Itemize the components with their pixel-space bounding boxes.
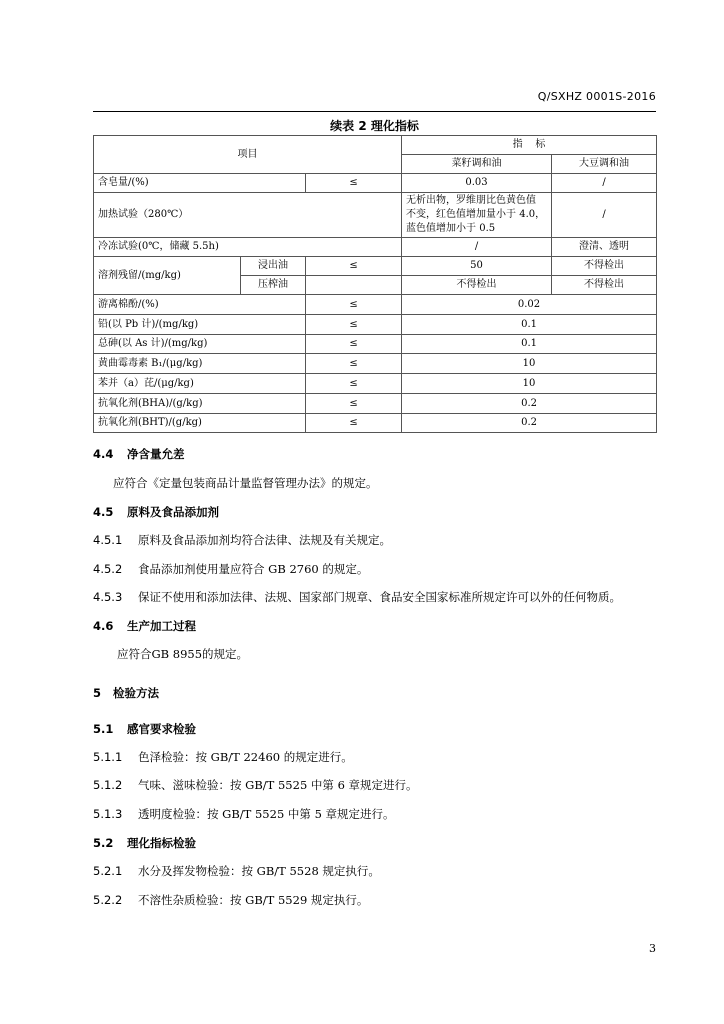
table-row — [94, 295, 657, 315]
header-item: 项目 — [94, 136, 402, 174]
section-number: 4.6 — [93, 619, 114, 633]
section-5-1-heading — [93, 721, 196, 737]
table-row — [94, 257, 657, 276]
section-text: 透明度检验：按 GB/T 5525 中第 5 章规定进行。 — [138, 807, 395, 821]
row-label: 溶剂残留/(mg/kg) — [94, 257, 241, 295]
row-value: 0.2 — [402, 394, 657, 414]
table-row — [94, 238, 657, 257]
row-operator: ≤ — [306, 257, 402, 276]
row-label: 黄曲霉毒素 B₁/(μg/kg) — [94, 354, 306, 374]
section-text: 食品添加剂使用量应符合 GB 2760 的规定。 — [138, 562, 369, 576]
row-sublabel: 压榨油 — [241, 276, 306, 295]
section-number: 5.1.2 — [93, 778, 123, 792]
row-operator: ≤ — [306, 394, 402, 414]
row-value: 10 — [402, 374, 657, 394]
row-value-2: / — [552, 174, 657, 193]
table-row — [94, 374, 657, 394]
row-operator: ≤ — [306, 354, 402, 374]
row-label: 抗氧化剂(BHA)/(g/kg) — [94, 394, 306, 414]
physicochemical-table — [93, 135, 657, 433]
note-line: 蓝色值增加小于 0.5 — [406, 223, 496, 234]
section-number: 5.2 — [93, 836, 114, 850]
table-row — [94, 394, 657, 414]
row-operator: ≤ — [306, 295, 402, 315]
section-4-6-heading — [93, 618, 196, 634]
section-title: 原料及食品添加剂 — [127, 505, 219, 519]
section-title: 感官要求检验 — [127, 722, 196, 736]
section-5-2-heading — [93, 835, 196, 851]
row-operator — [306, 276, 402, 295]
table-row — [94, 354, 657, 374]
header-indicator: 指 标 — [402, 136, 657, 155]
row-value-2: 不得检出 — [552, 276, 657, 295]
row-label: 总砷(以 As 计)/(mg/kg) — [94, 335, 306, 354]
row-value: 10 — [402, 354, 657, 374]
section-title: 检验方法 — [113, 686, 159, 700]
table-row — [94, 136, 657, 155]
row-value-1: / — [402, 238, 552, 257]
header-rule — [93, 111, 656, 112]
section-title: 生产加工过程 — [127, 619, 196, 633]
table-row — [94, 315, 657, 335]
row-value-1 — [402, 193, 552, 238]
section-4-6-text: 应符合GB 8955的规定。 — [117, 647, 249, 661]
table-row — [94, 174, 657, 193]
row-label: 冷冻试验(0℃，储藏 5.5h) — [94, 238, 402, 257]
section-4-5-1 — [93, 532, 391, 548]
section-text: 保证不使用和添加法律、法规、国家部门规章、食品安全国家标准所规定许可以外的任何物质。 — [138, 590, 621, 604]
document-code: Q/SXHZ 0001S-2016 — [537, 90, 656, 103]
section-text: 不溶性杂质检验：按 GB/T 5529 规定执行。 — [138, 893, 369, 907]
section-5-1-1 — [93, 749, 353, 765]
section-4-4-heading — [93, 446, 185, 462]
row-label: 铅(以 Pb 计)/(mg/kg) — [94, 315, 306, 335]
section-5-1-3 — [93, 806, 395, 822]
section-number: 5.2.1 — [93, 864, 123, 878]
row-value: 0.1 — [402, 315, 657, 335]
section-number: 4.5.2 — [93, 562, 123, 576]
note-line: 无析出物，罗维朋比色黄色值 — [406, 195, 537, 206]
row-label: 苯并（a）芘/(μg/kg) — [94, 374, 306, 394]
section-number: 4.5 — [93, 505, 114, 519]
row-operator: ≤ — [306, 174, 402, 193]
table-row — [94, 335, 657, 354]
section-number: 4.5.1 — [93, 533, 123, 547]
row-operator: ≤ — [306, 335, 402, 354]
row-label: 抗氧化剂(BHT)/(g/kg) — [94, 414, 306, 433]
section-5-heading — [93, 685, 159, 701]
section-4-5-heading — [93, 504, 219, 520]
section-number: 5 — [93, 686, 102, 700]
section-4-4-text: 应符合《定量包装商品计量监督管理办法》的规定。 — [113, 476, 378, 490]
section-text: 水分及挥发物检验：按 GB/T 5528 规定执行。 — [138, 864, 380, 878]
row-label: 含皂量/(%) — [94, 174, 306, 193]
row-operator: ≤ — [306, 414, 402, 433]
header-col-2: 大豆调和油 — [552, 155, 657, 174]
row-label: 游离棉酚/(%) — [94, 295, 306, 315]
section-4-5-3 — [93, 589, 621, 605]
row-value: 0.1 — [402, 335, 657, 354]
row-operator: ≤ — [306, 315, 402, 335]
section-title: 理化指标检验 — [127, 836, 196, 850]
note-line: 不变，红色值增加量小于 4.0， — [406, 209, 546, 220]
section-5-2-2 — [93, 892, 368, 908]
section-5-1-2 — [93, 777, 418, 793]
section-number: 5.1.1 — [93, 750, 123, 764]
row-value-1: 不得检出 — [402, 276, 552, 295]
section-number: 5.1.3 — [93, 807, 123, 821]
row-value-2: / — [552, 193, 657, 238]
table-title: 续表 2 理化指标 — [330, 119, 419, 133]
section-text: 色泽检验：按 GB/T 22460 的规定进行。 — [138, 750, 353, 764]
section-4-5-2 — [93, 561, 368, 577]
section-text: 原料及食品添加剂均符合法律、法规及有关规定。 — [138, 533, 391, 547]
row-value-2: 不得检出 — [552, 257, 657, 276]
section-title: 净含量允差 — [127, 447, 185, 461]
section-number: 5.1 — [93, 722, 114, 736]
row-value: 0.02 — [402, 295, 657, 315]
header-col-1: 菜籽调和油 — [402, 155, 552, 174]
section-number: 5.2.2 — [93, 893, 123, 907]
table-row — [94, 414, 657, 433]
section-text: 气味、滋味检验：按 GB/T 5525 中第 6 章规定进行。 — [138, 778, 418, 792]
page-number: 3 — [649, 942, 656, 955]
section-number: 4.5.3 — [93, 590, 123, 604]
row-value-2: 澄清、透明 — [552, 238, 657, 257]
section-number: 4.4 — [93, 447, 114, 461]
row-sublabel: 浸出油 — [241, 257, 306, 276]
row-value-1: 0.03 — [402, 174, 552, 193]
section-5-2-1 — [93, 863, 380, 879]
row-operator: ≤ — [306, 374, 402, 394]
table-row — [94, 193, 657, 238]
row-label: 加热试验（280℃） — [94, 193, 402, 238]
row-value: 0.2 — [402, 414, 657, 433]
row-value-1: 50 — [402, 257, 552, 276]
